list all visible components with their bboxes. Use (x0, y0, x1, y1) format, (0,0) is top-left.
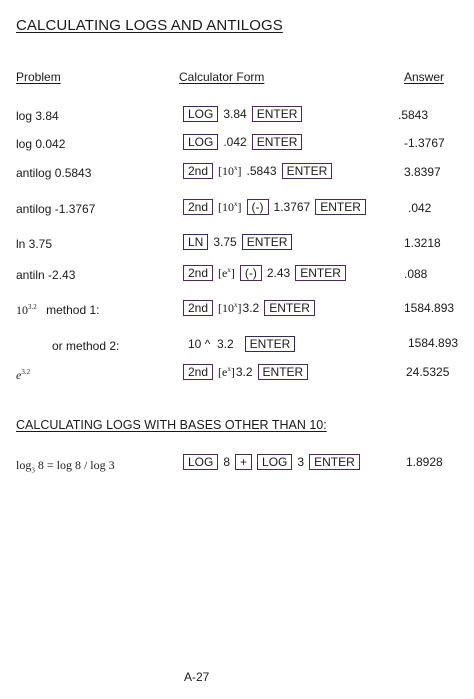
calc-value: 3.2 (235, 365, 253, 379)
enter-key: ENTER (245, 336, 296, 352)
calc-value: 2.43 (266, 266, 291, 280)
answer-7: 1584.893 (404, 301, 455, 315)
enter-key: ENTER (242, 234, 293, 250)
calc-value: 1.3767 (273, 200, 311, 214)
enter-key: ENTER (315, 199, 366, 215)
page-number: A-27 (184, 670, 210, 684)
enter-key: ENTER (309, 454, 360, 470)
calc-row-2 (183, 134, 302, 150)
calc-row-5 (183, 234, 292, 250)
calc-value: 3.84 (223, 107, 247, 121)
ten-power-x-label: [10$^x$] (218, 199, 242, 214)
calc-row-4 (183, 199, 366, 215)
header-problem: Problem (16, 70, 61, 84)
enter-key: ENTER (258, 364, 309, 380)
answer-4: .042 (408, 201, 432, 215)
calc-row-7 (183, 300, 315, 316)
enter-key: ENTER (252, 106, 303, 122)
problem-log-3-84: log 3.84 (16, 109, 59, 123)
enter-key: ENTER (282, 163, 333, 179)
answer-1: .5843 (398, 108, 429, 122)
answer-10: 1.8928 (406, 455, 443, 469)
answer-2: -1.3767 (404, 136, 445, 150)
calc-row-1 (183, 106, 302, 122)
ln-key: LN (183, 234, 208, 250)
second-key: 2nd (183, 199, 213, 215)
e-power-x-label: $[e^x]$ (218, 265, 235, 280)
log-key: LOG (183, 106, 218, 122)
calc-value: .042 (223, 135, 247, 149)
calc-value: 3.75 (213, 235, 237, 249)
plus-key: + (235, 454, 252, 470)
second-key: 2nd (183, 265, 213, 281)
calc-row-6 (183, 265, 346, 281)
problem-e-power: $e^{3.2}$ (16, 368, 31, 382)
section-2-title: CALCULATING LOGS WITH BASES OTHER THAN 10: (16, 418, 327, 432)
answer-6: .088 (404, 267, 428, 281)
enter-key: ENTER (295, 265, 346, 281)
log-key: LOG (183, 134, 218, 150)
problem-ten-power-method-1: $10^{3.2}$ method 1: (16, 303, 100, 317)
answer-8: 1584.893 (408, 336, 459, 350)
e-power-x-label: $[e^x]$ (218, 364, 235, 379)
calc-value: 10 ^ 3.2 (188, 337, 234, 351)
second-key: 2nd (183, 163, 213, 179)
ten-power-x-label: [10$^x$] (218, 163, 242, 178)
ten-power-x-label: [10$^x$] (218, 300, 242, 315)
answer-3: 3.8397 (404, 165, 441, 179)
problem-method-2: or method 2: (52, 339, 120, 353)
answer-9: 24.5325 (406, 365, 450, 379)
second-key: 2nd (183, 300, 213, 316)
page-title: CALCULATING LOGS AND ANTILOGS (16, 17, 283, 34)
enter-key: ENTER (264, 300, 315, 316)
problem-antilog-0-5843: antilog 0.5843 (16, 166, 92, 180)
calc-row-3 (183, 163, 332, 179)
problem-antilog-neg-1-3767: antilog -1.3767 (16, 202, 96, 216)
problem-log-0-042: log 0.042 (16, 137, 66, 151)
calc-row-8 (188, 336, 295, 352)
calc-value: 8 (223, 455, 231, 469)
calc-row-10 (183, 454, 360, 470)
calc-value: 3 (297, 455, 305, 469)
second-key: 2nd (183, 364, 213, 380)
negative-key: (-) (247, 199, 269, 215)
problem-antiln-neg-2-43: antiln -2.43 (16, 268, 76, 282)
log-key: LOG (183, 454, 218, 470)
header-answer: Answer (404, 70, 445, 84)
header-calculator-form: Calculator Form (179, 70, 265, 84)
calc-value: .5843 (246, 164, 277, 178)
log-key: LOG (257, 454, 292, 470)
negative-key: (-) (240, 265, 262, 281)
calc-value: 3.2 (242, 301, 260, 315)
enter-key: ENTER (252, 134, 303, 150)
problem-ln-3-75: ln 3.75 (16, 237, 53, 251)
answer-5: 1.3218 (404, 236, 441, 250)
calc-row-9 (183, 364, 308, 380)
problem-log-base-3: $\log_3 8 = \log 8 / \log 3$ (16, 458, 115, 475)
